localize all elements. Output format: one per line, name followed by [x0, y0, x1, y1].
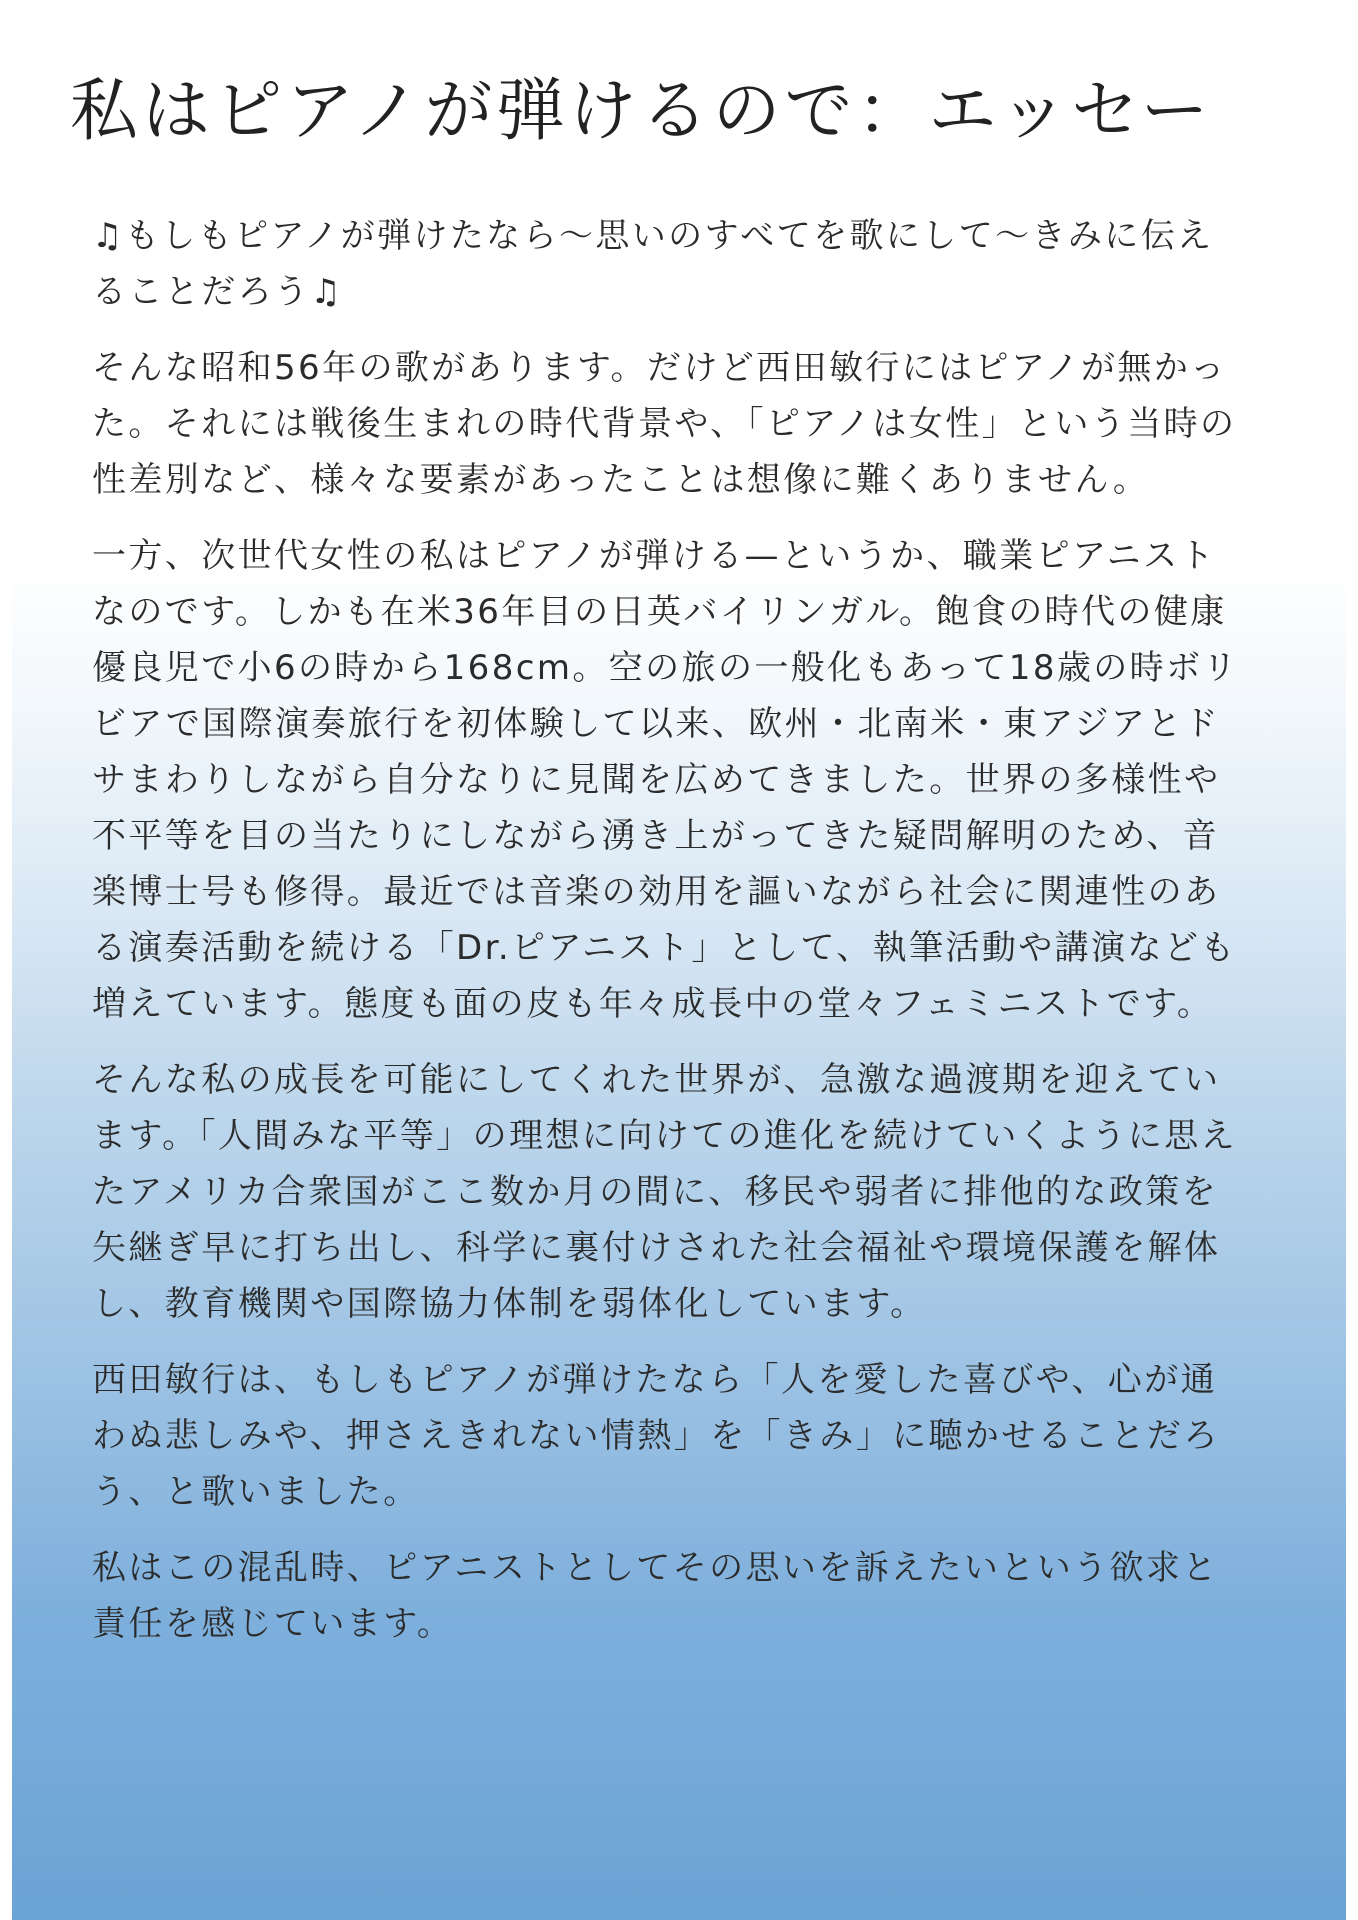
lyric-quote [92, 208, 1242, 320]
paragraph: そんな私の成長を可能にしてくれた世界が、急激な過渡期を迎えています。「人間みな平等」の理想に向けての進化を続けていくように思えたアメリカ合衆国がここ数か月の間に、移民や弱者に排他的な政策を矢継ぎ早に打ち出し、科学に裏付けされた社会福祉や環境保護を解体し、教育機関や国際協力体制を弱体化しています。 [92, 1060, 1238, 1324]
paragraph: 西田敏行は、もしもピアノが弾けたなら「人を愛した喜びや、心が通わぬ悲しみや、押さえきれない情熱」を「きみ」に聴かせることだろう、と歌いました。 [92, 1360, 1220, 1512]
music-note-icon: ♫ [92, 216, 125, 256]
essay-page [12, 0, 1346, 1920]
paragraph: 私はこの混乱時、ピアニストとしてその思いを訴えたいという欲求と責任を感じています。 [92, 1548, 1219, 1644]
essay-body [92, 208, 1242, 1672]
paragraph: 一方、次世代女性の私はピアノが弾ける—というか、職業ピアニストなのです。しかも在米36年目の日英バイリンガル。飽食の時代の健康優良児で小6の時から168cm。空の旅の一般化もあって18歳の時ボリビアで国際演奏旅行を初体験して以来、欧州・北南米・東アジアとドサまわりしながら自分なりに見聞を広めてきました。世界の多様性や不平等を目の当たりにしながら湧き上がってきた疑問解明のため、音楽博士号も修得。最近では音楽の効用を謳いながら社会に関連性のある演奏活動を続ける「Dr.ピアニスト」として、執筆活動や講演なども増えています。態度も面の皮も年々成長中の堂々フェミニストです。 [92, 536, 1239, 1024]
paragraph: そんな昭和56年の歌があります。だけど西田敏行にはピアノが無かった。それには戦後生まれの時代背景や、「ピアノは女性」という当時の性差別など、様々な要素があったことは想像に難くありません。 [92, 348, 1237, 500]
page-title: 私はピアノが弾けるので：エッセー [70, 72, 1213, 151]
music-note-icon: ♫ [310, 272, 344, 312]
lyric-text: もしもピアノが弾けたなら〜思いのすべてを歌にして〜きみに伝えることだろう [92, 216, 1214, 312]
